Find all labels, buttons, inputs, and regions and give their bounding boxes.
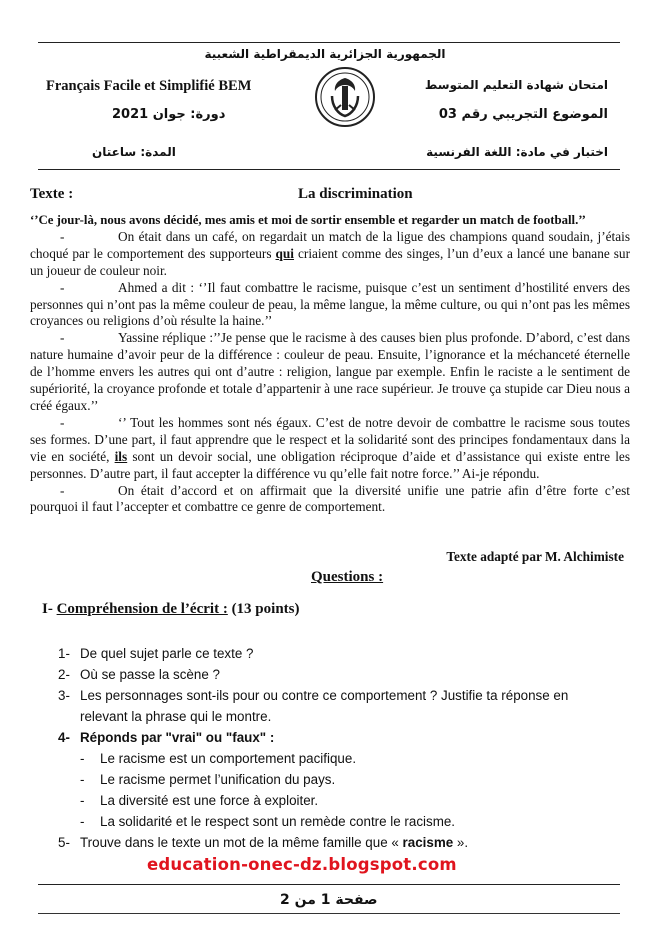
section-points: (13 points) [231, 601, 300, 617]
session-label: دورة: جوان 2021 [112, 107, 226, 122]
header-bottom-rule [38, 169, 620, 170]
duration-label: المدة: ساعتان [92, 145, 176, 159]
paragraph-2: - Ahmed a dit : ‘’Il faut combattre le racisme, puisque c’est un sentiment d’hostilité envers des personnes qui n’ont pas la même couleur de peau, la même langue, la même culture, ou qui n’ont pas les mêmes croyances ou religions d’où résulte la haine.’’ [30, 279, 630, 329]
question-item: 2- Où se passe la scène ? [58, 667, 220, 682]
section-heading: I- Compréhension de l’écrit : (13 points) [42, 601, 300, 617]
website-link[interactable]: education-onec-dz.blogspot.com [147, 855, 457, 874]
underlined-qui: qui [275, 245, 295, 261]
paragraph-1: - On était dans un café, on regardait un match de la ligue des champions quand soudain, j’étais choqué par le comportement des supporteurs qui criaient comme des singes, l’un d’eux a lancé une banane sur un joueur de couleur noir. [30, 228, 630, 278]
questions-heading: Questions : [311, 569, 384, 585]
statement-item: - La diversité est une force à exploiter. [80, 793, 319, 808]
republic-emblem-icon [314, 66, 376, 128]
header-top-rule [38, 42, 620, 43]
paragraph-4: - ‘’ Tout les hommes sont nés égaux. C’est de notre devoir de combattre le racisme sous toutes ses formes. D’une part, il faut apprendre que le respect et la solidarité sont des principes fondamentaux dans la vie en société, ils sont un devoir social, une obligation réciproque d’aide et d’assistance qui existe entre les personnes. D’autre part, il faut accepter la différence vu qu’elle fait notre force.’’ Ai-je répondu. [30, 414, 630, 481]
reading-passage [30, 212, 630, 516]
paragraph-5: - On était d’accord et on affirmait que la diversité unifie une patrie afin d’être forte c’est pourquoi il faut l’accepter et combattre ce genre de comportement. [30, 482, 630, 515]
statement-item: - Le racisme est un comportement pacifique. [80, 751, 357, 766]
footer-bottom-rule [38, 913, 620, 914]
underlined-ils: ils [114, 448, 128, 464]
section-title: Compréhension de l’écrit : [56, 601, 228, 617]
question-item: 1- De quel sujet parle ce texte ? [58, 646, 254, 661]
question-list [58, 643, 618, 853]
text-title: La discrimination [298, 186, 413, 202]
question-item: 3- Les personnages sont-ils pour ou contre ce comportement ? Justifie ta réponse en relevant la phrase qui le montre. [58, 688, 569, 724]
statement-item: - Le racisme permet l’unification du pays. [80, 772, 336, 787]
matiere-label: اختبار في مادة: اللغة الفرنسية [426, 145, 608, 159]
paragraph-3: - Yassine réplique :’’Je pense que le racisme à des causes bien plus profonde. D’abord, c’est dans nature humaine d’avoir peur de la différence : couleur de peau. Ensuite, l’ignorance et la méchanceté éternelle de l’homme envers les autres qui ont d’autre : religion, langue par exemple. Enfin le raciste a le sentiment de supériorité, la croyance profonde et totale d’appartenir à une race supérieur. Je trouve ça stupide car Dieu nous a créé égaux.’’ [30, 330, 630, 413]
republic-heading: الجمهورية الجزائرية الديمقراطية الشعبية [204, 47, 446, 61]
question-item: 5- Trouve dans le texte un mot de la même famille que « racisme ». [58, 835, 469, 850]
author-credit: Texte adapté par M. Alchimiste [446, 549, 624, 564]
footer-top-rule [38, 884, 620, 885]
texte-label: Texte : [30, 186, 74, 202]
statement-item: - La solidarité et le respect sont un remède contre le racisme. [80, 814, 456, 829]
page-number: صفحة 1 من 2 [280, 892, 378, 908]
course-title: Français Facile et Simplifié BEM [46, 78, 252, 94]
subject-label: الموضوع التجريبي رقم 03 [438, 107, 608, 122]
opening-quote: ‘’Ce jour-là, nous avons décidé, mes amis et moi de sortir ensemble et regarder un match de football.’’ [30, 213, 586, 227]
question-item: 4- Réponds par "vrai" ou "faux" : [58, 730, 275, 745]
exam-label: امتحان شهادة التعليم المتوسط [424, 78, 608, 92]
